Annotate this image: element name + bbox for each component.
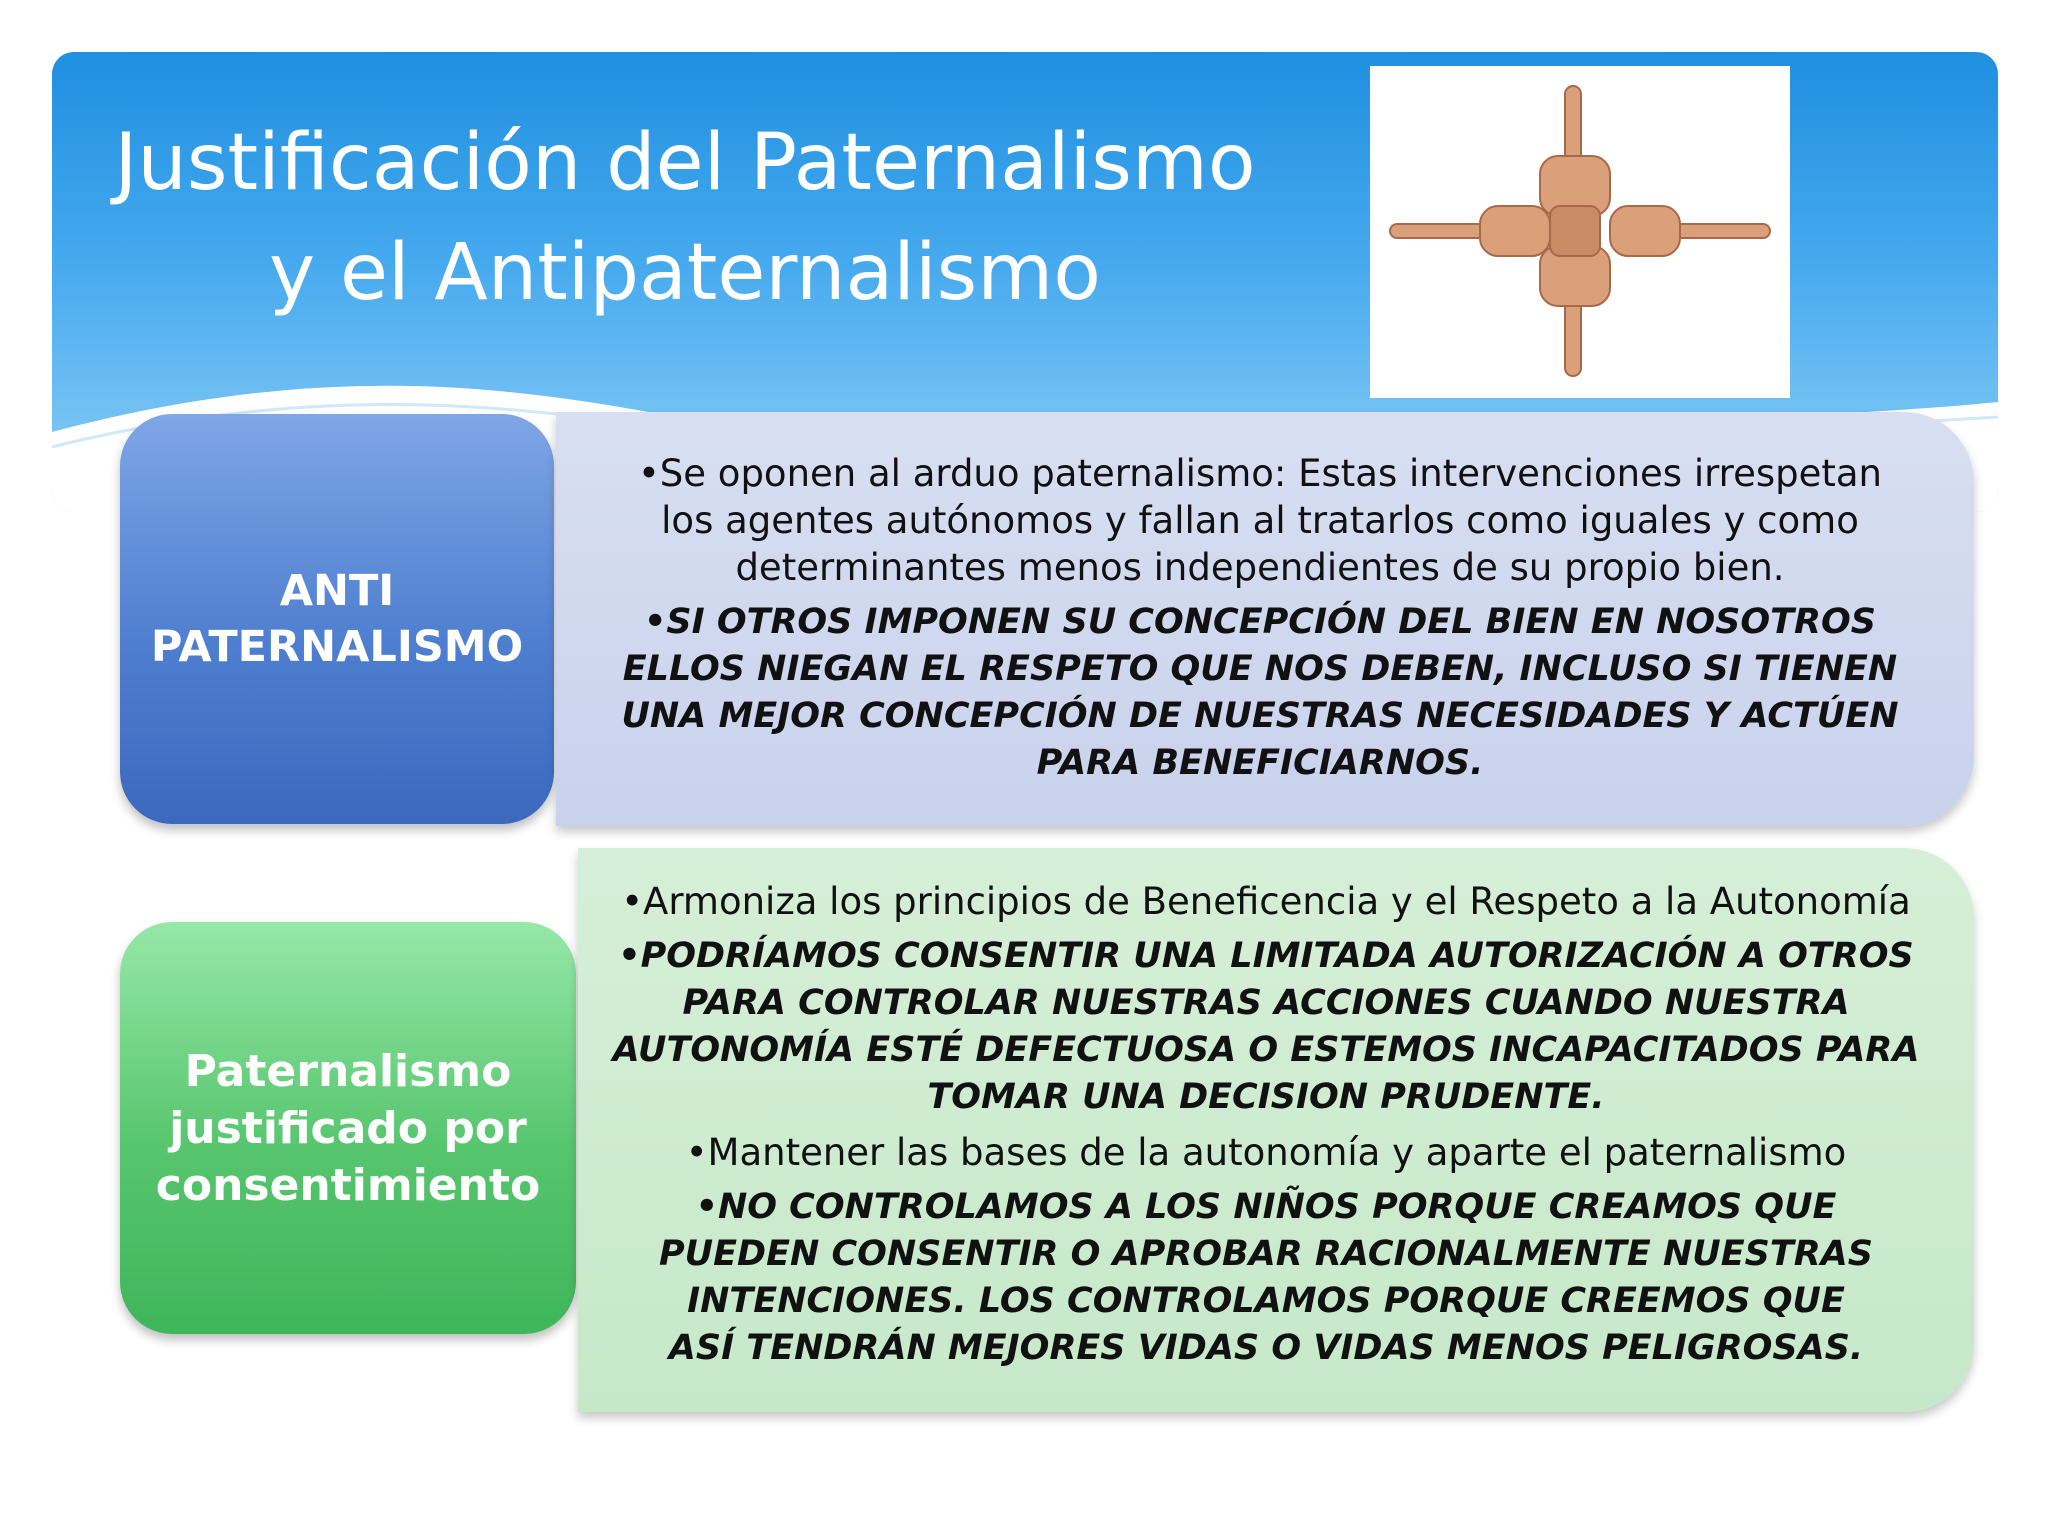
label-line: justificado por [169,1102,527,1154]
label-line: PATERNALISMO [150,622,524,672]
bullet-text: •Mantener las bases de la autonomía y aparte el paternalismo [685,1131,1847,1174]
slide-title-line1: Justificación del Paternalismo [114,118,1256,208]
paternalismo-justificado-label [120,922,576,1334]
bullet-text: •NO CONTROLAMOS A LOS NIÑOS PORQUE CREAMOS QUE PUEDEN CONSENTIR O APROBAR RACIONALMENTE NUESTRAS INTENCIONES. LOS CONTROLAMOS PORQUE CREEMOS QUE ASÍ TENDRÁN MEJORES VIDAS O VIDAS MENOS PELIGROSAS. [659,1187,1873,1368]
label-line: Paternalismo [184,1045,512,1097]
anti-paternalismo-content [556,412,1974,826]
bullet-text: •Armoniza los principios de Beneficencia y el Respeto a la Autonomía [621,880,1911,923]
slide-title [95,108,1275,328]
label-line: consentimiento [155,1159,541,1211]
slide-title-line2: y el Antipaternalismo [269,228,1101,318]
bullet-text: •Se oponen al arduo paternalismo: Estas intervenciones irrespetan los agentes autónomos y fallan al tratarlos como iguales y como determinantes menos independientes de su propio bien. [637,452,1883,589]
crossed-hands-image [1370,66,1790,398]
anti-paternalismo-label [120,414,554,824]
label-line: ANTI [279,566,395,616]
paternalismo-justificado-content [578,848,1974,1412]
bullet-text: •SI OTROS IMPONEN SU CONCEPCIÓN DEL BIEN EN NOSOTROS ELLOS NIEGAN EL RESPETO QUE NOS DEBEN, INCLUSO SI TIENEN UNA MEJOR CONCEPCIÓN DE NUESTRAS NECESIDADES Y ACTÚEN PARA BENEFICIARNOS. [621,602,1899,783]
bullet-text: •PODRÍAMOS CONSENTIR UNA LIMITADA AUTORIZACIÓN A OTROS PARA CONTROLAR NUESTRAS ACCIONES CUANDO NUESTRA AUTONOMÍA ESTÉ DEFECTUOSA O ESTEMOS INCAPACITADOS PARA TOMAR UNA DECISION PRUDENTE. [612,936,1920,1117]
pointing-hands-icon [1370,66,1790,398]
